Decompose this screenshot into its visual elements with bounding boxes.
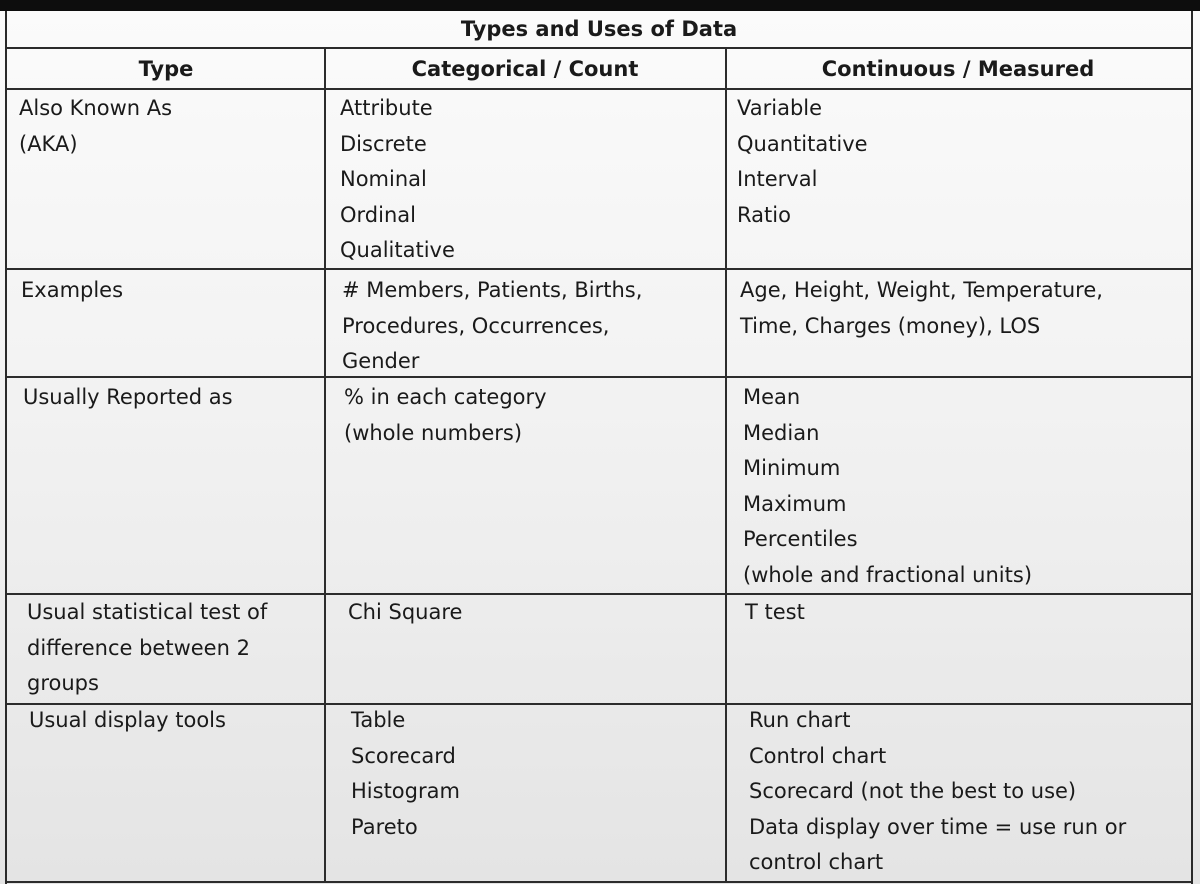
row-display-tools-categorical: Table Scorecard Histogram Pareto	[351, 708, 460, 839]
top-edge	[0, 0, 1200, 11]
row-reported-categorical: % in each category (whole numbers)	[344, 385, 547, 445]
column-divider	[324, 49, 326, 883]
row-stat-test-type: Usual statistical test of difference between 2 groups	[27, 600, 268, 695]
row-display-tools-type: Usual display tools	[29, 708, 226, 732]
row-aka-continuous: Variable Quantitative Interval Ratio	[737, 96, 868, 227]
row-examples-continuous: Age, Height, Weight, Temperature, Time, Charges (money), LOS	[740, 278, 1103, 338]
header-continuous: Continuous / Measured	[821, 57, 1095, 81]
row-divider	[7, 88, 1191, 90]
header-categorical: Categorical / Count	[411, 57, 639, 81]
row-aka-type: Also Known As (AKA)	[19, 96, 173, 156]
row-reported-type: Usually Reported as	[23, 385, 233, 409]
row-divider	[7, 268, 1191, 270]
column-divider	[725, 49, 727, 883]
row-stat-test-continuous: T test	[745, 600, 805, 624]
row-aka-categorical: Attribute Discrete Nominal Ordinal Qualitative	[340, 96, 455, 262]
header-type: Type	[138, 57, 194, 81]
row-reported-continuous: Mean Median Minimum Maximum Percentiles (whole and fractional units)	[743, 385, 1033, 587]
row-divider	[7, 881, 1191, 883]
row-display-tools-continuous: Run chart Control chart Scorecard (not the best to use) Data display over time = use run or control chart	[749, 708, 1127, 874]
row-stat-test-categorical: Chi Square	[348, 600, 463, 624]
table-title: Types and Uses of Data	[7, 11, 1191, 49]
row-examples-type: Examples	[21, 278, 124, 302]
row-examples-categorical: # Members, Patients, Births, Procedures, Occurrences, Gender	[342, 278, 643, 373]
